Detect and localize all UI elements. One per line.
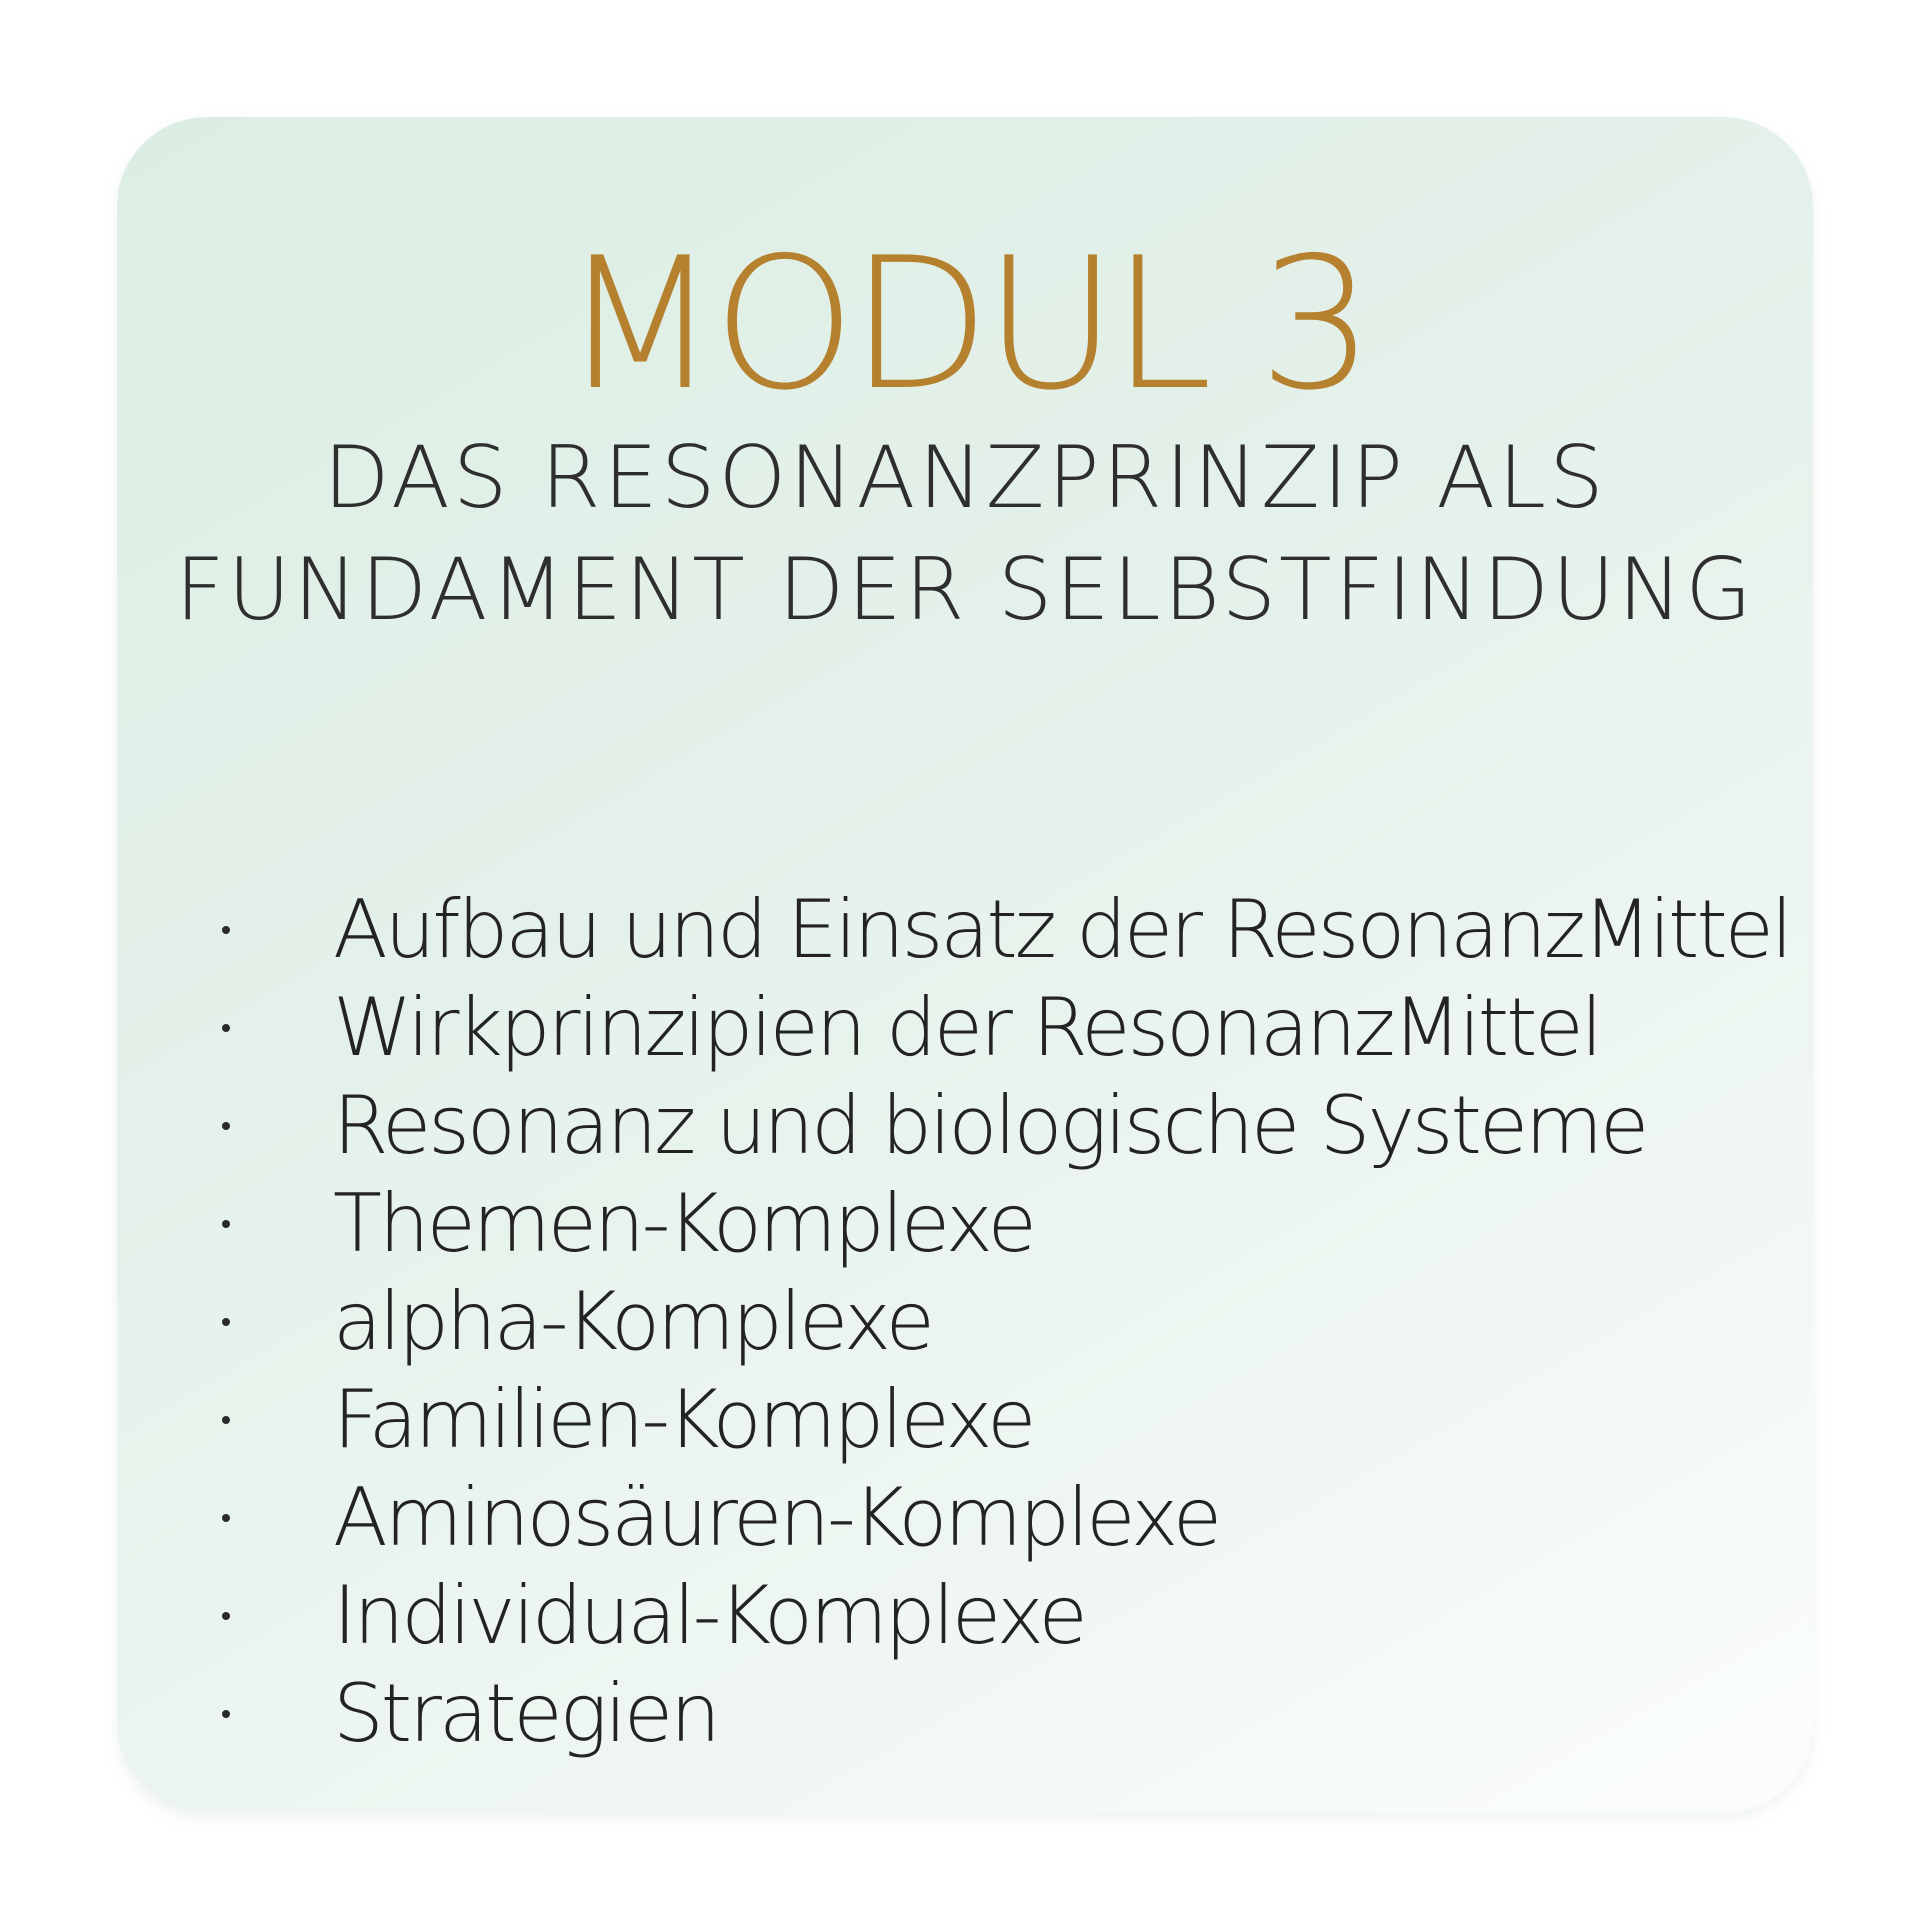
module-subtitle — [117, 422, 1813, 646]
topic-label: Individual-Komplexe — [333, 1569, 1085, 1662]
module-card — [117, 117, 1813, 1813]
list-item — [117, 881, 1813, 979]
topic-label: Wirkprinzipien der ResonanzMittel — [333, 981, 1600, 1074]
topic-label: Aminosäuren-Komplexe — [333, 1471, 1220, 1564]
list-item — [117, 1175, 1813, 1273]
topic-label: alpha-Komplexe — [333, 1275, 932, 1368]
subtitle-line-1: DAS RESONANZPRINZIP ALS — [323, 428, 1607, 528]
list-item — [117, 1371, 1813, 1469]
topic-label: Resonanz und biologische Systeme — [333, 1079, 1647, 1172]
list-item — [117, 979, 1813, 1077]
list-item — [117, 1665, 1813, 1763]
list-item — [117, 1077, 1813, 1175]
bullet-icon — [222, 1122, 230, 1130]
bullet-icon — [222, 1612, 230, 1620]
topic-label: Familien-Komplexe — [333, 1373, 1034, 1466]
topic-label: Aufbau und Einsatz der ResonanzMittel — [333, 883, 1791, 976]
bullet-icon — [222, 1710, 230, 1718]
list-item — [117, 1273, 1813, 1371]
bullet-icon — [222, 1318, 230, 1326]
topic-list — [117, 881, 1813, 1763]
bullet-icon — [222, 1220, 230, 1228]
subtitle-line-2: FUNDAMENT DER SELBSTFINDUNG — [175, 540, 1755, 640]
module-title: MODUL 3 — [561, 218, 1369, 430]
bullet-icon — [222, 1514, 230, 1522]
topic-label: Themen-Komplexe — [333, 1177, 1034, 1270]
list-item — [117, 1469, 1813, 1567]
bullet-icon — [222, 1416, 230, 1424]
bullet-icon — [222, 926, 230, 934]
topic-label: Strategien — [333, 1667, 718, 1760]
bullet-icon — [222, 1024, 230, 1032]
list-item — [117, 1567, 1813, 1665]
